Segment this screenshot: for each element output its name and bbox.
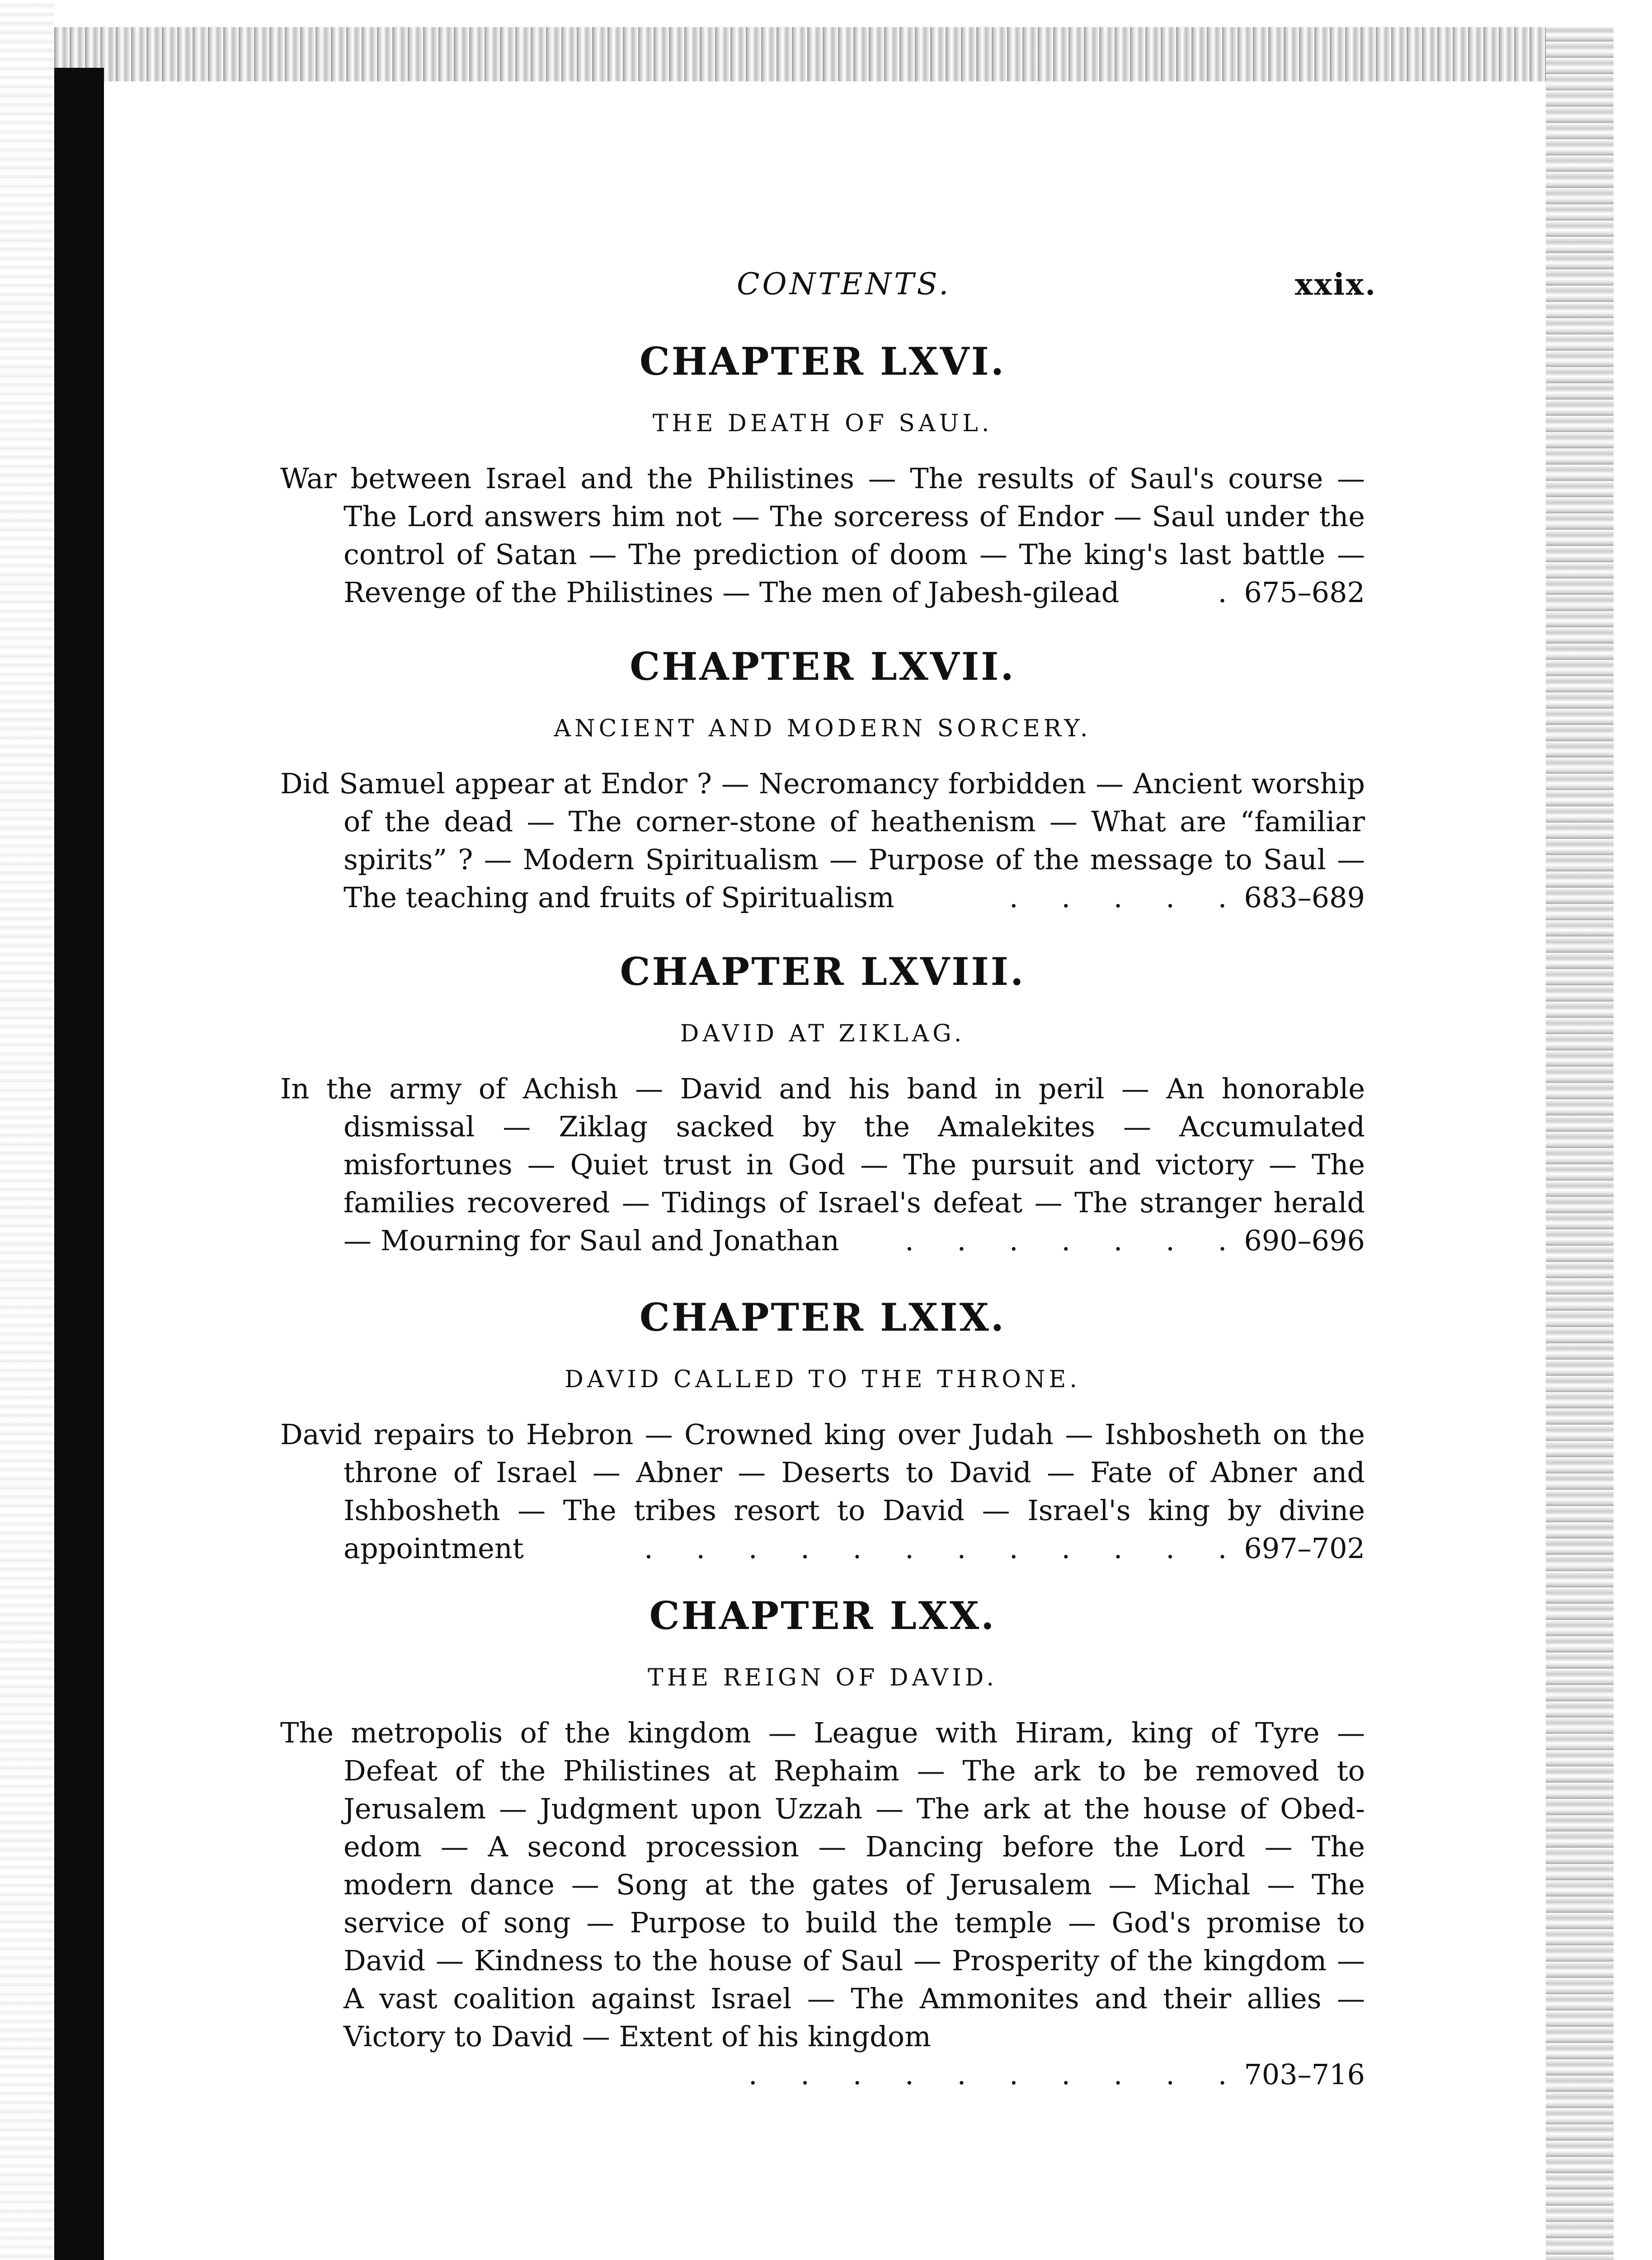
chapter-title: ANCIENT AND MODERN SORCERY. (554, 715, 1092, 742)
dot-leader: . . . . . (1009, 881, 1244, 914)
chapter-title: DAVID CALLED TO THE THRONE. (565, 1366, 1081, 1393)
page-range-text: 697–702 (1244, 1532, 1365, 1565)
dot-leader: . . . . . . . . . . (748, 2058, 1244, 2091)
chapter-summary (280, 765, 1365, 917)
dot-leader: . . . . . . . (905, 1224, 1244, 1257)
summary-text: War between Israel and the Philistines — The results of Saul's course — The Lord answers him not — The sorceress of Endor — Saul under the control of Satan — The prediction of doom — The king's last battle — Revenge of the Philistines — The men of Jabesh-gilead (280, 462, 1365, 609)
page-range-text: 690–696 (1244, 1224, 1365, 1257)
chapter-entry (280, 642, 1365, 917)
chapter-heading: CHAPTER LXX. (649, 1593, 996, 1638)
page-range (1218, 574, 1365, 612)
chapter-title: THE REIGN OF DAVID. (647, 1664, 998, 1691)
chapter-heading: CHAPTER LXVI. (639, 339, 1006, 384)
chapter-summary (280, 460, 1365, 612)
running-head (0, 267, 1652, 312)
page-range (1009, 879, 1365, 917)
chapter-entry (280, 1293, 1365, 1568)
chapter-summary (280, 1714, 1365, 2094)
chapter-summary (280, 1416, 1365, 1568)
chapter-heading: CHAPTER LXVIII. (620, 949, 1026, 994)
running-title: CONTENTS. (737, 267, 951, 301)
page-range (644, 1530, 1365, 1568)
chapter-title: DAVID AT ZIKLAG. (680, 1020, 965, 1047)
page-range-text: 683–689 (1244, 881, 1365, 914)
dot-leader: . . . . . . . . . . . . (644, 1532, 1244, 1565)
page-range (905, 1222, 1365, 1260)
chapter-title: THE DEATH OF SAUL. (652, 410, 993, 437)
summary-text: David repairs to Hebron — Crowned king over Judah — Ishbosheth on the throne of Israel — Abner — Deserts to David — Fate of Abner and Ishbosheth — The tribes resort to David — Israel's king by divine appointment (280, 1418, 1365, 1565)
summary-text: The metropolis of the kingdom — League with Hiram, king of Tyre — Defeat of the Philistines at Rephaim — The ark to be removed to Jerusalem — Judgment upon Uzzah — The ark at the house of Obed-edom — A second procession — Dancing before the Lord — The modern dance — Song at the gates of Jerusalem — Michal — The service of song — Purpose to build the temple — God's promise to David — Kindness to the house of Saul — Prosperity of the kingdom — A vast coalition against Israel — The Ammonites and their allies — Victory to David — Extent of his kingdom (280, 1716, 1365, 2053)
chapter-entry (280, 1591, 1365, 2094)
chapter-summary (280, 1070, 1365, 1260)
summary-text: In the army of Achish — David and his band in peril — An honorable dismissal — Ziklag sacked by the Amalekites — Accumulated misfortunes — Quiet trust in God — The pursuit and victory — The families recovered — Tidings of Israel's defeat — The stranger herald — Mourning for Saul and Jonathan (280, 1072, 1365, 1257)
page-number: xxix. (1295, 267, 1377, 302)
page-range (748, 2056, 1365, 2094)
page-range-text: 675–682 (1244, 576, 1365, 609)
page-range-text: 703–716 (1244, 2058, 1365, 2091)
chapter-entry (280, 337, 1365, 612)
chapter-heading: CHAPTER LXIX. (639, 1295, 1006, 1340)
chapter-heading: CHAPTER LXVII. (630, 644, 1016, 689)
dot-leader: . (1218, 576, 1244, 609)
chapter-entry (280, 947, 1365, 1260)
summary-text: Did Samuel appear at Endor ? — Necromancy forbidden — Ancient worship of the dead — The corner-stone of heathenism — What are “familiar spirits” ? — Modern Spiritualism — Purpose of the message to Saul — The teaching and fruits of Spiritualism (280, 767, 1365, 914)
